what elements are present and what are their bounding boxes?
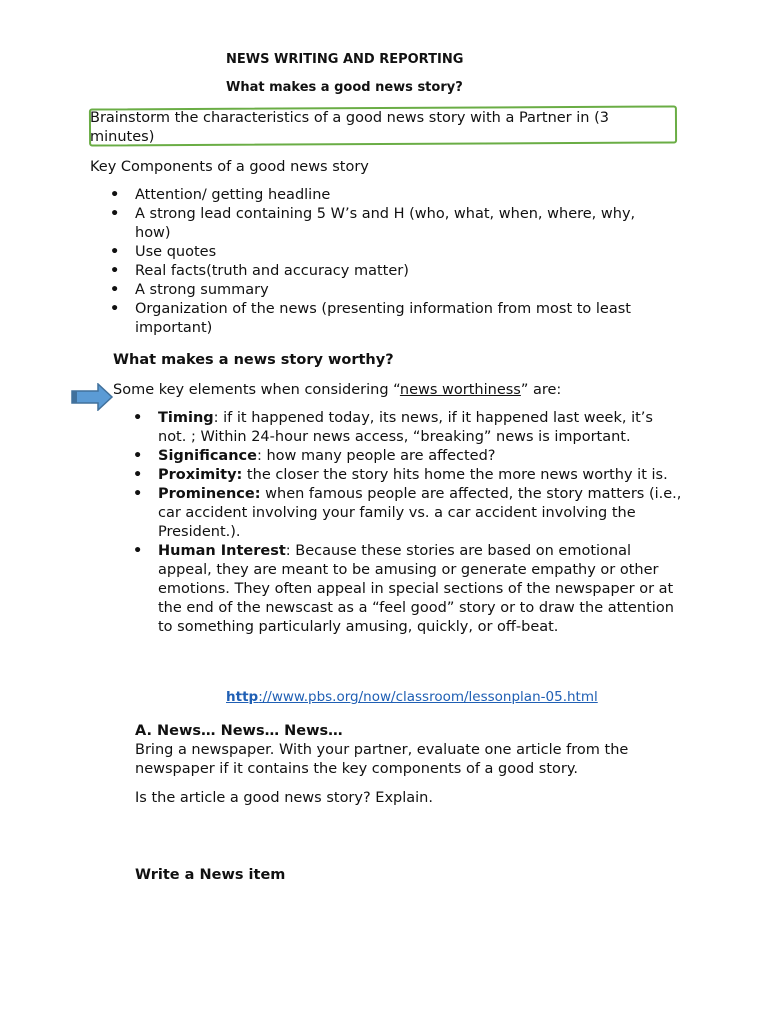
write-news-heading: Write a News item xyxy=(135,867,286,883)
document-title: NEWS WRITING AND REPORTING xyxy=(226,52,464,67)
pbs-link-wrapper xyxy=(226,686,598,705)
pbs-lesson-link[interactable]: http://www.pbs.org/now/classroom/lessonplan-05.html xyxy=(226,689,598,705)
list-item: • A strong lead containing 5 W’s and H (who, what, when, where, why, how) xyxy=(110,206,636,241)
list-item: • A strong summary xyxy=(110,282,269,298)
list-item: • Use quotes xyxy=(110,244,217,260)
news-worthiness-link[interactable]: news worthiness xyxy=(399,382,521,398)
brainstorm-text: Brainstorm the characteristics of a good news story with a Partner in (3 minutes) xyxy=(90,110,609,145)
worthiness-elements-list xyxy=(113,409,683,637)
document-subtitle: What makes a good news story? xyxy=(226,80,463,95)
key-components-heading: Key Components of a good news story xyxy=(90,159,369,175)
key-components-list xyxy=(90,186,670,338)
activity-question: Is the article a good news story? Explain. xyxy=(135,790,433,806)
list-item: • Timing: if it happened today, its news, if it happened last week, it’s not. ; Within 24-hour news access, “breaking” news is important. xyxy=(133,410,653,445)
list-item: • Significance: how many people are affected? xyxy=(133,448,496,464)
list-item: • Human Interest: Because these stories are based on emotional appeal, they are meant to be amusing or generate empathy or other emotions. They often appeal in special sections of the newspaper or at the end of the newscast as a “feel good” story or to draw the attention to something particularly amusing, quickly, or off-beat. xyxy=(133,543,674,635)
list-item: • Prominence: when famous people are affected, the story matters (i.e., car accident involving your family vs. a car accident involving the President.). xyxy=(133,486,682,540)
worthy-heading: What makes a news story worthy? xyxy=(113,352,394,368)
activity-heading: A. News… News… News… xyxy=(135,723,343,739)
list-item: • Attention/ getting headline xyxy=(110,187,331,203)
worthy-intro: Some key elements when considering “news worthiness” are: xyxy=(113,382,562,398)
list-item: • Real facts(truth and accuracy matter) xyxy=(110,263,409,279)
right-arrow-icon xyxy=(70,383,114,411)
list-item: • Organization of the news (presenting information from most to least important) xyxy=(110,301,631,336)
activity-body: Bring a newspaper. With your partner, evaluate one article from the newspaper if it contains the key components of a good story. xyxy=(135,742,629,777)
list-item: • Proximity: the closer the story hits home the more news worthy it is. xyxy=(133,467,668,483)
